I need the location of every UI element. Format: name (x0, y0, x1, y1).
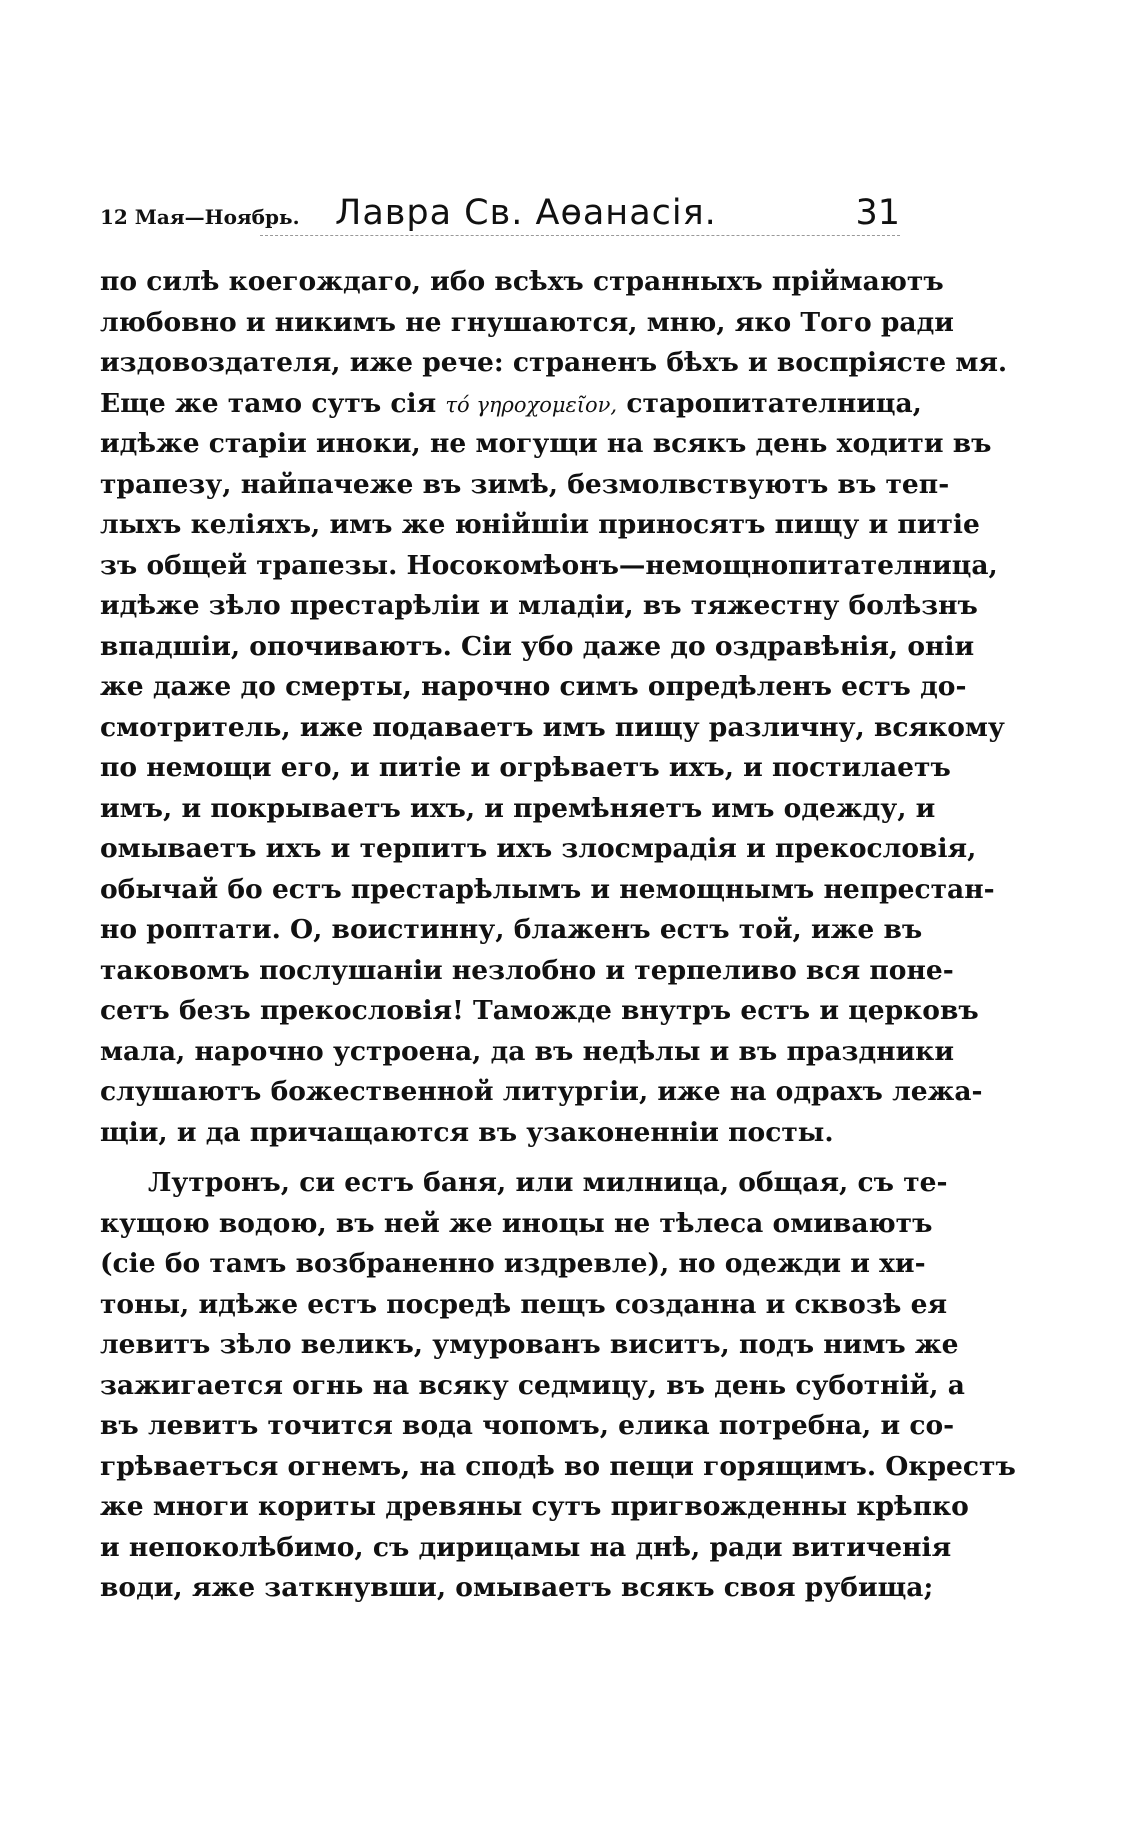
text-fragment: старопитателница, (626, 387, 922, 419)
text-line: и непоколѣбимо, съ дирицамы на днѣ, ради витиченія (100, 1531, 952, 1563)
text-line: смотритель, иже подаваетъ имъ пищу различну, всякому (100, 711, 1005, 743)
page-number: 31 (855, 193, 900, 233)
greek-term: τό γηροχομεῖον, (445, 392, 618, 417)
text-line: таковомъ послушаніи незлобно и терпеливо вся поне- (100, 954, 954, 986)
text-line: Лутронъ, си естъ баня, или милница, общая, съ те- (148, 1167, 948, 1198)
header-rule (260, 235, 900, 236)
text-line: любовно и никимъ не гнушаются, мню, яко Того ради (100, 306, 954, 338)
text-line: (сіе бо тамъ возбраненно издревле), но одежди и хи- (100, 1248, 926, 1279)
text-line: же многи кориты древяны сутъ пригвожденны крѣпко (100, 1491, 969, 1522)
text-line: трапезу, найпачеже въ зимѣ, безмолвствуютъ въ теп- (100, 468, 950, 500)
text-line: имъ, и покрываетъ ихъ, и премѣняетъ имъ одежду, и (100, 792, 936, 824)
text-line: зажигается огнь на всяку седмицу, въ день суботній, а (100, 1369, 965, 1401)
text-line: левитъ зѣло великъ, умурованъ виситъ, подъ нимъ же (100, 1329, 959, 1360)
text-line: же даже до смерты, нарочно симъ опредѣленъ естъ до- (100, 671, 967, 702)
text-line: тоны, идѣже естъ посредѣ пещъ созданна и сквозѣ ея (100, 1288, 948, 1320)
text-line: лыхъ келіяхъ, имъ же юнійшіи приносятъ пищу и питіе (100, 509, 980, 540)
header-date-range: 12 Мая—Ноябрь. (100, 205, 300, 229)
text-line-with-greek (100, 384, 922, 425)
text-line: сетъ безъ прекословія! Тамождe внутръ естъ и церковъ (100, 995, 979, 1026)
text-line: по силѣ коегождаго, ибо всѣхъ странныхъ пріймаютъ (100, 266, 944, 297)
paragraph-2 (100, 1163, 1016, 1609)
text-line: обычай бо естъ престарѣлымъ и немощнымъ непрестан- (100, 873, 995, 905)
text-line: води, яже заткнувши, омываетъ всякъ своя рубища; (100, 1572, 934, 1603)
text-line: идѣже старіи иноки, не могущи на всякъ день ходити въ (100, 428, 992, 459)
running-header (100, 185, 902, 235)
text-line: зъ общей трапезы. Носокомѣонъ—немощнопитателница, (100, 549, 998, 581)
text-line: но роптати. О, воистинну, блаженъ естъ той, иже въ (100, 914, 923, 945)
text-line: мала, нарочно устроена, да въ недѣлы и въ праздники (100, 1035, 954, 1067)
paragraph-1 (100, 262, 1008, 1153)
text-line: щіи, и да причащаются въ узаконенніи посты. (100, 1116, 834, 1148)
text-line: кущою водою, въ ней же иноцы не тѣлеса омиваютъ (100, 1207, 933, 1239)
text-line: грѣваетъся огнемъ, на сподѣ во пещи горящимъ. Окрестъ (100, 1450, 1016, 1482)
text-line: издовоздателя, иже рече: страненъ бѣхъ и воспріясте мя. (100, 347, 1008, 378)
paragraph-gap (100, 1153, 902, 1163)
body-text (100, 262, 1016, 1609)
text-line: омываетъ ихъ и терпитъ ихъ злосмрадія и прекословія, (100, 833, 977, 864)
header-title: Лавра Св. Аѳанасія. (335, 193, 717, 233)
text-line: по немощи его, и питіе и огрѣваетъ ихъ, и постилаетъ (100, 752, 951, 783)
text-line: въ левитъ точится вода чопомъ, елика потребна, и со- (100, 1410, 955, 1441)
text-line: впадшіи, опочиваютъ. Сіи убо даже до оздравѣнія, оніи (100, 630, 975, 662)
text-fragment: Еще же тамо сутъ сія (100, 387, 437, 419)
text-line: идѣже зѣло престарѣліи и младіи, въ тяжестну болѣзнъ (100, 590, 978, 621)
text-line: слушаютъ божественной литургіи, иже на одрахъ лежа- (100, 1076, 983, 1107)
